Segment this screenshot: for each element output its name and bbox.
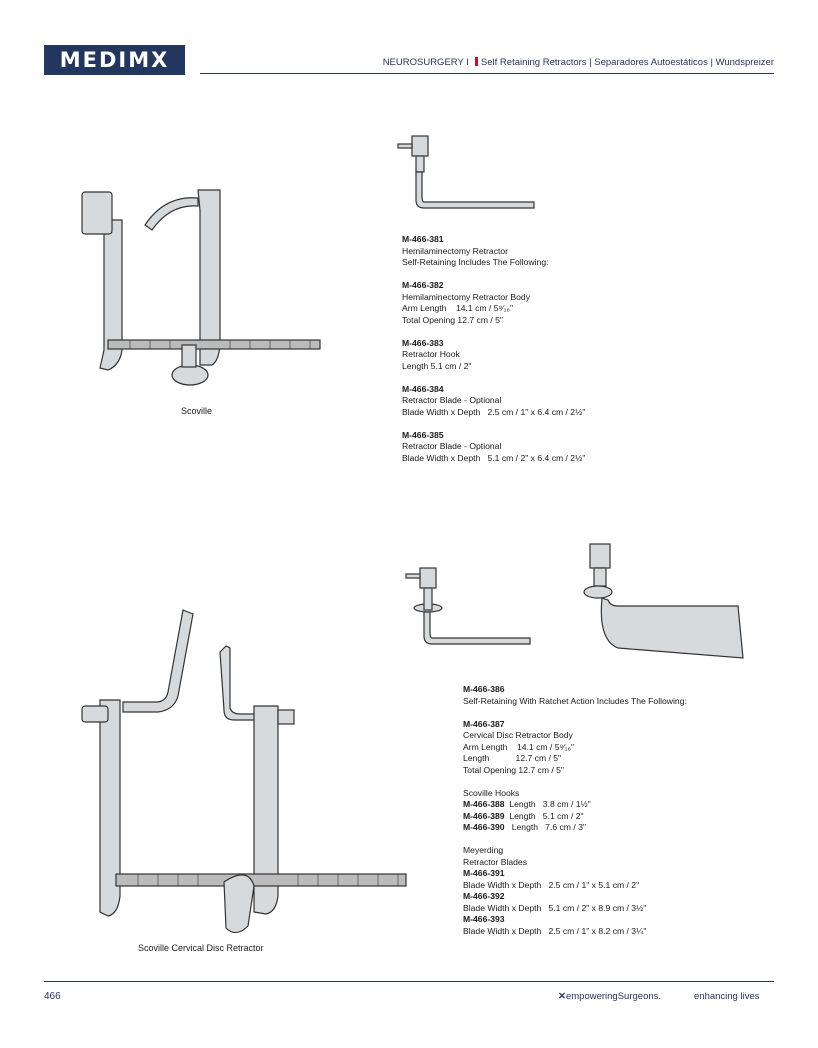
spacer bbox=[463, 776, 763, 788]
spec-line: Total Opening 12.7 cm / 5" bbox=[463, 764, 564, 775]
product-code: M-466-389 bbox=[463, 810, 505, 821]
product-code: M-466-383 bbox=[402, 337, 444, 348]
page-number: 466 bbox=[44, 991, 61, 1002]
meyerding-blade-image bbox=[578, 540, 748, 660]
spacer bbox=[402, 372, 702, 384]
spec-line: Blade Width x Depth 5.1 cm / 2" x 8.9 cm / 3½" bbox=[463, 902, 647, 913]
product2-specs bbox=[463, 684, 763, 937]
spec-line: Blade Width x Depth 2.5 cm / 1" x 8.2 cm / 3¼" bbox=[463, 925, 647, 936]
spec-line: Hemilaminectomy Retractor bbox=[402, 245, 509, 256]
red-marker bbox=[475, 57, 478, 66]
spacer bbox=[402, 269, 702, 281]
product-code: M-466-384 bbox=[402, 383, 444, 394]
spec-line: Cervical Disc Retractor Body bbox=[463, 730, 573, 740]
spec-line: Meyerding bbox=[463, 845, 504, 855]
product-caption: Scoville Cervical Disc Retractor bbox=[138, 943, 264, 953]
spec-line: Retractor Blade - Optional bbox=[402, 395, 502, 405]
spacer bbox=[402, 418, 702, 430]
spec-line: Retractor Hook bbox=[402, 349, 460, 359]
header-breadcrumb bbox=[200, 57, 774, 68]
section-label: NEUROSURGERY I bbox=[382, 57, 469, 68]
tagline-empowering bbox=[558, 991, 661, 1002]
scoville-retractor-image bbox=[70, 180, 330, 400]
product-caption: Scoville bbox=[181, 406, 213, 416]
product-code: M-466-391 bbox=[463, 868, 505, 878]
spec-line bbox=[463, 811, 763, 823]
spec-text: Length 7.6 cm / 3" bbox=[504, 822, 586, 832]
spec-line: Scoville Hooks bbox=[463, 787, 520, 798]
spec-line bbox=[463, 799, 763, 811]
spec-line: Blade Width x Depth 5.1 cm / 2" x 6.4 cm / 2½" bbox=[402, 452, 586, 463]
spec-line: Length 5.1 cm / 2" bbox=[402, 360, 472, 371]
product1-specs bbox=[402, 234, 702, 464]
product-code: M-466-393 bbox=[463, 914, 505, 924]
product-code: M-466-382 bbox=[402, 280, 444, 290]
product-code: M-466-387 bbox=[463, 718, 505, 729]
spacer bbox=[463, 707, 763, 719]
spec-line: Length 12.7 cm / 5" bbox=[463, 753, 562, 763]
product-code: M-466-386 bbox=[463, 684, 505, 694]
spec-line: Blade Width x Depth 2.5 cm / 1" x 6.4 cm / 2½" bbox=[402, 406, 586, 417]
spec-line: Hemilaminectomy Retractor Body bbox=[402, 291, 530, 302]
product-code: M-466-381 bbox=[402, 234, 444, 244]
category-label: Self Retaining Retractors | Separadores Autoestáticos | Wundspreizer bbox=[480, 57, 774, 68]
spec-line: Self-Retaining With Ratchet Action Includes The Following: bbox=[463, 695, 687, 706]
scoville-hook-image bbox=[400, 560, 550, 650]
product-code: M-466-390 bbox=[463, 822, 505, 832]
tagline-enhancing: enhancing lives bbox=[694, 991, 760, 1002]
tagline-text: empoweringSurgeons. bbox=[565, 991, 662, 1002]
spacer bbox=[402, 326, 702, 338]
spec-text: Length 3.8 cm / 1½" bbox=[504, 799, 591, 809]
spacer bbox=[463, 834, 763, 846]
spec-line: Total Opening 12.7 cm / 5" bbox=[402, 314, 503, 325]
spec-line: Retractor Blades bbox=[463, 856, 528, 867]
spec-line bbox=[463, 822, 763, 834]
footer-rule bbox=[44, 981, 774, 982]
header-rule bbox=[200, 73, 774, 74]
brand-mark-icon: ✕ bbox=[558, 991, 566, 1002]
product-code: M-466-392 bbox=[463, 891, 505, 901]
brand-logo: MEDIMX bbox=[44, 45, 185, 75]
spec-line: Blade Width x Depth 2.5 cm / 1" x 5.1 cm / 2" bbox=[463, 879, 640, 890]
product-code: M-466-385 bbox=[402, 429, 444, 440]
retractor-hook-image bbox=[394, 132, 544, 212]
spec-line: Arm Length 14.1 cm / 5⁹⁄₁₆" bbox=[402, 303, 514, 313]
spec-text: Length 5.1 cm / 2" bbox=[504, 810, 584, 821]
spec-line: Arm Length 14.1 cm / 5⁹⁄₁₆" bbox=[463, 741, 575, 752]
product-code: M-466-388 bbox=[463, 799, 505, 809]
spec-line: Self-Retaining Includes The Following: bbox=[402, 257, 549, 267]
spec-line: Retractor Blade - Optional bbox=[402, 441, 502, 451]
cervical-disc-retractor-image bbox=[78, 606, 418, 951]
